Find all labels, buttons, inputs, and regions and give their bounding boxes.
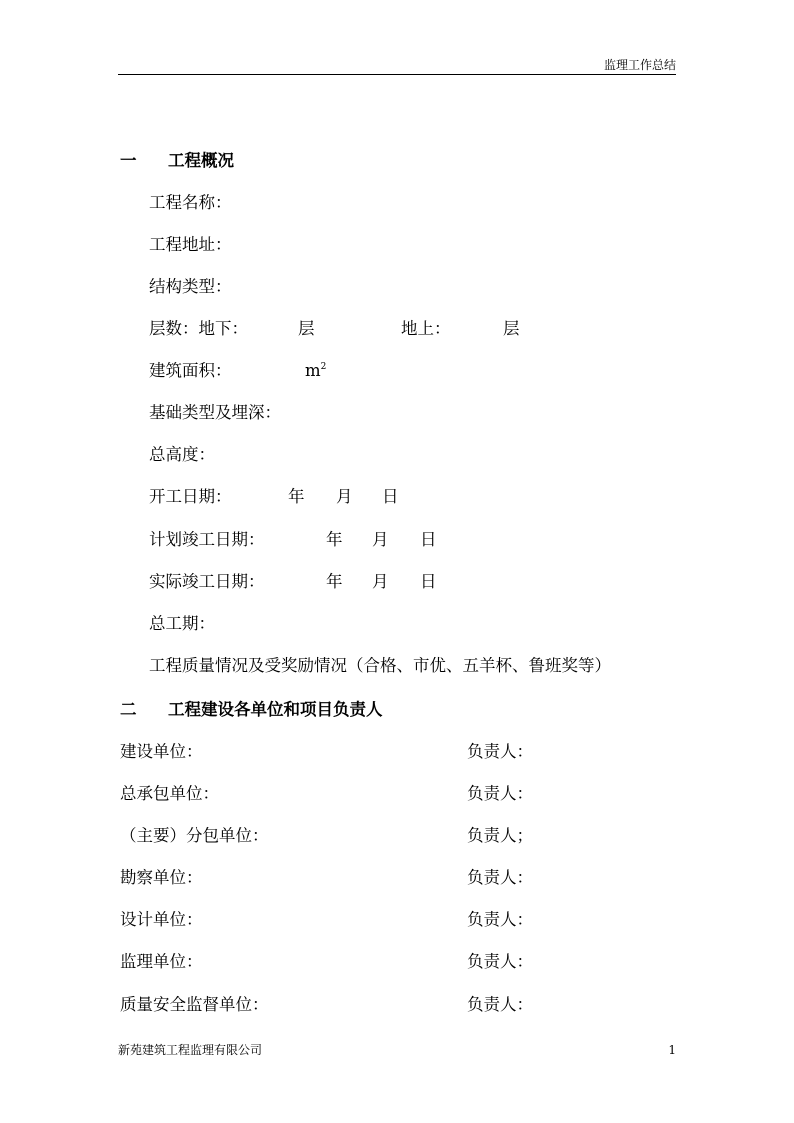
total-duration-row xyxy=(149,613,215,635)
unit-row-quality-safety xyxy=(120,994,560,1016)
page-header xyxy=(118,58,676,75)
project-name-label: 工程名称： xyxy=(149,193,232,212)
unit-row-supervision xyxy=(120,951,560,973)
actual-completion-year: 年 xyxy=(326,572,343,591)
structure-type-label: 结构类型： xyxy=(149,277,232,296)
actual-completion-day: 日 xyxy=(420,572,437,591)
floors-label: 层数：地下： xyxy=(149,319,248,338)
unit-row-general-contractor xyxy=(120,783,560,805)
unit-general-contractor-label: 总承包单位： xyxy=(120,784,219,803)
actual-completion-month: 月 xyxy=(372,572,389,591)
start-date-label: 开工日期： xyxy=(149,487,232,506)
area-unit xyxy=(305,360,326,382)
unit-survey-label: 勘察单位： xyxy=(120,868,203,887)
project-address-row xyxy=(149,234,232,256)
start-date-day: 日 xyxy=(382,487,399,506)
section-1-heading xyxy=(120,150,234,172)
floors-above-unit: 层 xyxy=(503,319,520,338)
unit-construction-person: 负责人： xyxy=(467,742,533,761)
footer-company: 新苑建筑工程监理有限公司 xyxy=(118,1043,263,1057)
foundation-label: 基础类型及埋深： xyxy=(149,403,281,422)
area-unit-exponent: 2 xyxy=(320,362,327,372)
quality-awards-label: 工程质量情况及受奖励情况（合格、市优、五羊杯、鲁班奖等） xyxy=(149,656,611,675)
page-number: 1 xyxy=(668,1043,676,1057)
section-2-title: 工程建设各单位和项目负责人 xyxy=(168,700,383,719)
header-title: 监理工作总结 xyxy=(603,58,676,72)
unit-row-design xyxy=(120,909,560,931)
unit-quality-safety-person: 负责人： xyxy=(467,995,533,1014)
planned-completion-day: 日 xyxy=(420,530,437,549)
area-row xyxy=(149,360,449,382)
unit-subcontractor-person: 负责人； xyxy=(467,826,533,845)
total-height-label: 总高度： xyxy=(149,445,215,464)
unit-design-person: 负责人： xyxy=(467,910,533,929)
total-height-row xyxy=(149,444,215,466)
unit-subcontractor-label: （主要）分包单位： xyxy=(120,826,269,845)
area-unit-base: m xyxy=(305,361,321,380)
planned-completion-label: 计划竣工日期： xyxy=(149,530,265,549)
section-2-heading xyxy=(120,699,383,721)
total-duration-label: 总工期： xyxy=(149,614,215,633)
unit-row-subcontractor xyxy=(120,825,560,847)
start-date-year: 年 xyxy=(288,487,305,506)
foundation-row xyxy=(149,402,281,424)
start-date-month: 月 xyxy=(336,487,353,506)
area-label: 建筑面积： xyxy=(149,361,232,380)
unit-quality-safety-label: 质量安全监督单位： xyxy=(120,995,269,1014)
unit-supervision-label: 监理单位： xyxy=(120,952,203,971)
project-name-row xyxy=(149,192,232,214)
unit-survey-person: 负责人： xyxy=(467,868,533,887)
planned-completion-year: 年 xyxy=(326,530,343,549)
floors-above-label: 地上： xyxy=(401,319,451,338)
unit-design-label: 设计单位： xyxy=(120,910,203,929)
unit-row-construction xyxy=(120,741,560,763)
section-2-number: 二 xyxy=(120,700,137,719)
start-date-row xyxy=(149,486,449,508)
unit-construction-label: 建设单位： xyxy=(120,742,203,761)
floors-below-unit: 层 xyxy=(298,319,315,338)
quality-awards-row xyxy=(149,655,611,677)
section-1-number: 一 xyxy=(120,151,137,170)
page-footer xyxy=(118,1043,676,1059)
planned-completion-month: 月 xyxy=(372,530,389,549)
project-address-label: 工程地址： xyxy=(149,235,232,254)
structure-type-row xyxy=(149,276,232,298)
actual-completion-row xyxy=(149,571,469,593)
actual-completion-label: 实际竣工日期： xyxy=(149,572,265,591)
unit-supervision-person: 负责人： xyxy=(467,952,533,971)
unit-general-contractor-person: 负责人： xyxy=(467,784,533,803)
unit-row-survey xyxy=(120,867,560,889)
planned-completion-row xyxy=(149,529,469,551)
section-1-title: 工程概况 xyxy=(168,151,234,170)
floors-row xyxy=(149,318,569,340)
